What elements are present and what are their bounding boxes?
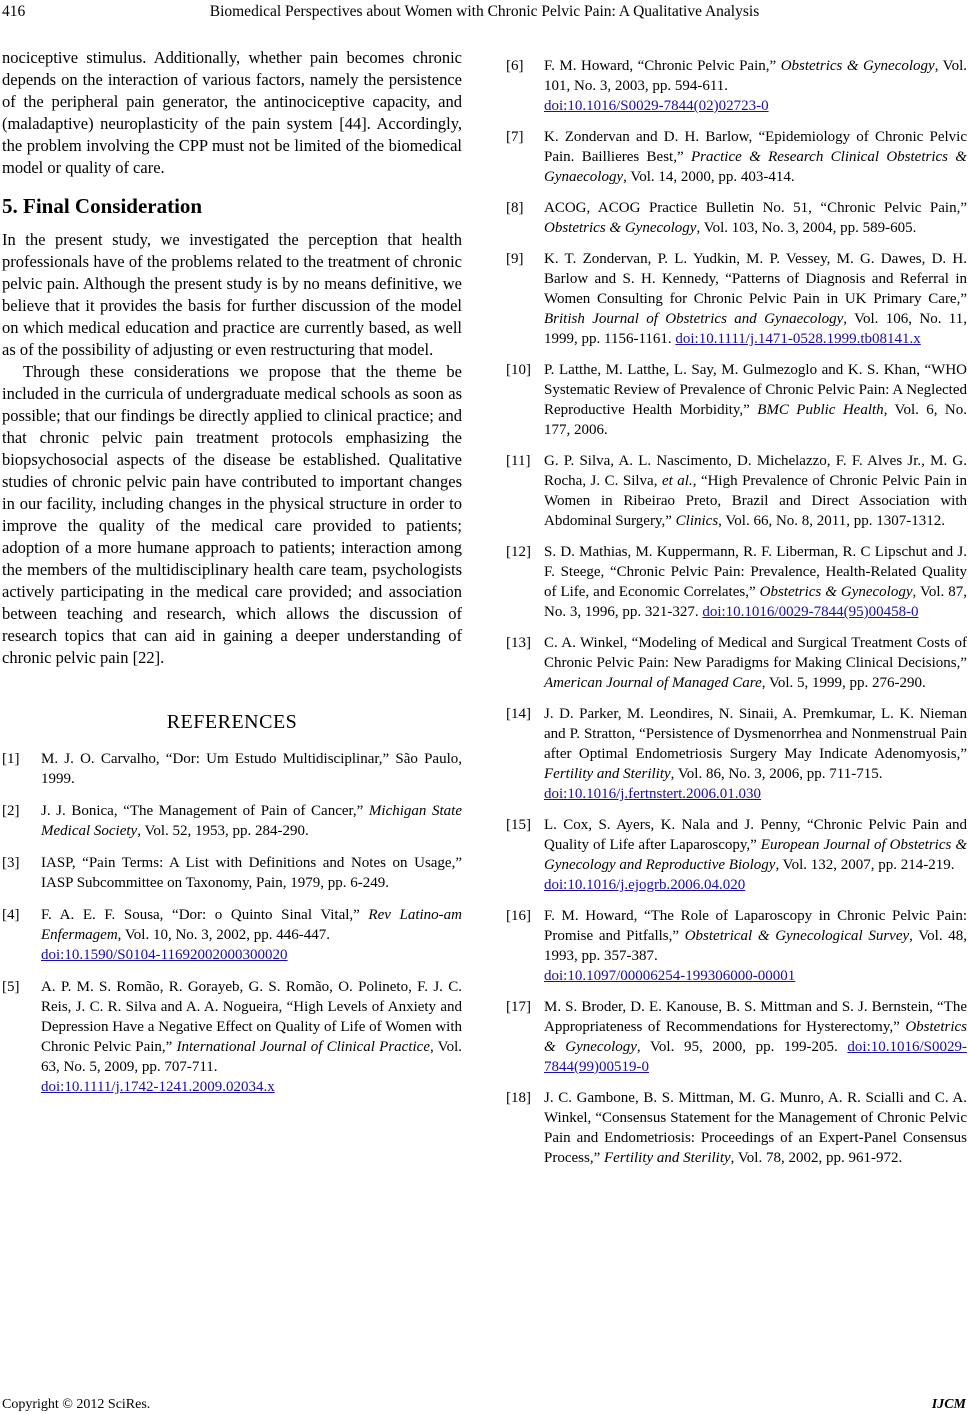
reference-number: [5] xyxy=(2,979,20,995)
doi-link[interactable]: doi:10.1016/S0029-7844(99)00519-0 xyxy=(544,1039,967,1075)
reference-item xyxy=(506,198,967,238)
reference-item xyxy=(506,249,967,349)
reference-text: , Vol. 14, 2000, pp. 403-414. xyxy=(623,169,795,185)
running-title: Biomedical Perspectives about Women with Chronic Pelvic Pain: A Qualitative Analysis xyxy=(209,3,760,20)
reference-text: , Vol. 48, 1993, pp. 357-387. xyxy=(544,928,968,964)
reference-number: [17] xyxy=(506,999,531,1015)
reference-text: , Vol. 103, No. 3, 2004, pp. 589-605. xyxy=(696,220,917,236)
reference-text: K. T. Zondervan, P. L. Yudkin, M. P. Vessey, M. G. Dawes, D. H. Barlow and S. H. Kennedy, “Patterns of Diagnosis and Referral in Women Consulting for Chronic Pelvic Pain in UK Primary Care,” xyxy=(544,251,967,307)
reference-text: IASP, “Pain Terms: A List with Definitions and Notes on Usage,” IASP Subcommittee on Taxonomy, Pain, 1979, pp. 6-249. xyxy=(41,855,462,891)
reference-text: C. A. Winkel, “Modeling of Medical and Surgical Treatment Costs of Chronic Pelvic Pain: New Paradigms for Making Clinical Decisions,” xyxy=(544,635,967,671)
reference-journal: Obstetrics & Gynecology xyxy=(759,584,913,600)
reference-text: G. P. Silva, A. L. Nascimento, D. Michelazzo, F. F. Alves Jr., M. G. Rocha, J. C. Silva, xyxy=(544,453,967,489)
journal-abbrev: IJCM xyxy=(931,1397,966,1412)
reference-item xyxy=(506,906,967,986)
reference-number: [16] xyxy=(506,908,531,924)
reference-item xyxy=(506,451,967,531)
reference-journal: Obstetrics & Gynecology xyxy=(544,220,697,236)
reference-text: L. Cox, S. Ayers, K. Nala and J. Penny, “Chronic Pelvic Pain and Quality of Life after Laparoscopy,” xyxy=(544,817,967,853)
reference-number: [18] xyxy=(506,1090,531,1106)
doi-link[interactable]: doi:10.1016/j.fertnstert.2006.01.030 xyxy=(544,786,762,802)
reference-journal: et al. xyxy=(661,473,693,489)
reference-journal: Fertility and Sterility xyxy=(604,1150,731,1166)
reference-number: [12] xyxy=(506,544,531,560)
reference-item xyxy=(506,127,967,187)
reference-item xyxy=(506,542,967,622)
doi-link[interactable]: doi:10.1590/S0104-11692002000300020 xyxy=(41,947,288,963)
reference-text: , Vol. 95, 2000, pp. 199-205. xyxy=(636,1039,848,1055)
left-column xyxy=(2,47,462,1109)
reference-text: P. Latthe, M. Latthe, L. Say, M. Gulmezoglo and K. S. Khan, “WHO Systematic Review of Prevalence of Chronic Pelvic Pain: A Neglected Reproductive Health Morbidity,” xyxy=(544,362,967,418)
reference-journal: BMC Public Health xyxy=(757,402,884,418)
reference-journal: British Journal of Obstetrics and Gynaecology xyxy=(544,311,844,327)
reference-journal: Michigan State Medical Society xyxy=(41,803,462,839)
reference-text: , “High Prevalence of Chronic Pelvic Pain in Women in Ribeirao Preto, Brazil and Direct Association with Abdominal Surgery,” xyxy=(544,473,967,529)
reference-number: [4] xyxy=(2,907,20,923)
reference-text: J. D. Parker, M. Leondires, N. Sinaii, A. Premkumar, L. K. Nieman and P. Stratton, “Persistence of Dysmenorrhea and Nonmenstrual Pain after Optimal Endometriosis Surgery May Indicate Adenomyosis,” xyxy=(544,706,967,762)
reference-text: J. J. Bonica, “The Management of Pain of Cancer,” xyxy=(41,803,369,819)
doi-link[interactable]: doi:10.1111/j.1471-0528.1999.tb08141.x xyxy=(675,331,921,347)
reference-journal: Obstetrical & Gynecological Survey xyxy=(684,928,910,944)
reference-number: [15] xyxy=(506,817,531,833)
reference-journal: Practice & Research Clinical Obstetrics & Gynaecology xyxy=(544,149,967,185)
reference-item xyxy=(506,704,967,804)
reference-number: [1] xyxy=(2,751,20,767)
reference-item xyxy=(2,801,462,841)
reference-text: , Vol. 5, 1999, pp. 276-290. xyxy=(761,675,926,691)
reference-text: , Vol. 101, No. 3, 2003, pp. 594-611. xyxy=(544,58,967,94)
reference-journal: International Journal of Clinical Practice xyxy=(176,1039,430,1055)
reference-journal: European Journal of Obstetrics & Gynecology and Reproductive Biology xyxy=(544,837,967,873)
reference-number: [3] xyxy=(2,855,20,871)
reference-number: [10] xyxy=(506,362,531,378)
reference-text: A. P. M. S. Romão, R. Gorayeb, G. S. Romão, O. Polineto, F. J. C. Reis, J. C. R. Silva and A. A. Nogueira, “High Levels of Anxiety and Depression Have a Negative Effect on Quality of Life of Women with Chronic Pelvic Pain,” xyxy=(41,979,462,1055)
reference-item xyxy=(506,56,967,116)
reference-journal: American Journal of Managed Care xyxy=(544,675,762,691)
doi-link[interactable]: doi:10.1016/j.ejogrb.2006.04.020 xyxy=(544,877,746,893)
reference-item xyxy=(506,1088,967,1168)
doi-link[interactable]: doi:10.1016/0029-7844(95)00458-0 xyxy=(702,604,919,620)
doi-link[interactable]: doi:10.1016/S0029-7844(02)02723-0 xyxy=(544,98,769,114)
reference-text: S. D. Mathias, M. Kuppermann, R. F. Liberman, R. C Lipschut and J. F. Steege, “Chronic Pelvic Pain: Prevalence, Health-Related Quality of Life, and Economic Correlates,” xyxy=(544,544,967,600)
reference-text: , Vol. 6, No. 177, 2006. xyxy=(544,402,967,438)
reference-journal: Obstetrics & Gynecology xyxy=(544,1019,967,1055)
reference-text: F. A. E. F. Sousa, “Dor: o Quinto Sinal Vital,” xyxy=(41,907,369,923)
section-heading: 5. Final Consideration xyxy=(2,194,203,218)
body-paragraph: In the present study, we investigated the perception that health professionals have of the problems related to the treatment of chronic pelvic pain. Although the present study is by no means definitive, we believe that it provides the basis for further discussion of the model on which medical education and practice are currently based, as well as of the possibility of adjusting or even restructuring that model. xyxy=(2,230,462,359)
reference-number: [13] xyxy=(506,635,531,651)
reference-item xyxy=(506,997,967,1077)
copyright-notice: Copyright © 2012 SciRes. xyxy=(2,1397,151,1412)
reference-text: , Vol. 63, No. 5, 2009, pp. 707-711. xyxy=(41,1039,462,1075)
references-heading: REFERENCES xyxy=(166,711,298,733)
reference-journal: Obstetrics & Gynecology xyxy=(780,58,935,74)
reference-text: , Vol. 87, No. 3, 1996, pp. 321-327. xyxy=(544,584,968,620)
reference-item xyxy=(2,905,462,965)
reference-number: [6] xyxy=(506,58,524,74)
reference-item xyxy=(506,815,967,895)
reference-item xyxy=(2,977,462,1097)
reference-text: , Vol. 106, No. 11, 1999, pp. 1156-1161. xyxy=(544,311,967,347)
reference-text: M. S. Broder, D. E. Kanouse, B. S. Mittman and S. J. Bernstein, “The Appropriateness of Recommendations for Hysterectomy,” xyxy=(544,999,967,1035)
reference-text: , Vol. 132, 2007, pp. 214-219. xyxy=(775,857,955,873)
reference-text: M. J. O. Carvalho, “Dor: Um Estudo Multidisciplinar,” São Paulo, 1999. xyxy=(41,751,462,787)
reference-item xyxy=(506,633,967,693)
body-paragraph: Through these considerations we propose that the theme be included in the curricula of undergraduate medical schools as soon as possible; that our findings be directly applied to clinical practice; and that chronic pelvic pain treatment protocols emphasizing the biopsychosocial aspects of the disease be established. Qualitative studies of chronic pelvic pain have contributed to important changes in our facility, including changes in the physical structure in order to improve the quality of the medical care provided to patients; adoption of a more humane approach to patients; interaction among the members of the multidisciplinary health care team, psychologists actively participating in the medical care provided; and association between teaching and research, which allows the discussion of research topics that can aid in gaining a deeper understanding of chronic pelvic pain [22]. xyxy=(2,362,462,667)
body-paragraph: nociceptive stimulus. Additionally, whether pain becomes chronic depends on the interaction of various factors, namely the persistence of the peripheral pain generator, the antinociceptive capacity, and (maladaptive) neuroplasticity of the pain system [44]. Accordingly, the problem involving the CPP must not be limited of the biomedical model or quality of care. xyxy=(2,48,462,177)
reference-item xyxy=(2,749,462,789)
reference-text: , Vol. 10, No. 3, 2002, pp. 446-447. xyxy=(117,927,331,943)
reference-number: [9] xyxy=(506,251,524,267)
reference-number: [2] xyxy=(2,803,20,819)
reference-text: F. M. Howard, “The Role of Laparoscopy in Chronic Pelvic Pain: Promise and Pitfalls,” xyxy=(544,908,967,944)
reference-number: [8] xyxy=(506,200,524,216)
reference-text: J. C. Gambone, B. S. Mittman, M. G. Munro, A. R. Scialli and C. A. Winkel, “Consensus Statement for the Management of Chronic Pelvic Pain and Endometriosis: Proceedings of an Expert-Panel Consensus Process,” xyxy=(544,1090,967,1166)
reference-journal: Clinics xyxy=(675,513,719,529)
reference-journal: Rev Latino-am Enfermagem xyxy=(41,907,463,943)
reference-text: K. Zondervan and D. H. Barlow, “Epidemiology of Chronic Pelvic Pain. Baillieres Best,” xyxy=(544,129,967,165)
reference-number: [14] xyxy=(506,706,531,722)
reference-text: , Vol. 66, No. 8, 2011, pp. 1307-1312. xyxy=(718,513,945,529)
reference-text: F. M. Howard, “Chronic Pelvic Pain,” xyxy=(544,58,781,74)
reference-number: [11] xyxy=(506,453,531,469)
reference-number: [7] xyxy=(506,129,524,145)
right-column xyxy=(506,56,967,1179)
reference-item xyxy=(2,853,462,893)
running-head xyxy=(0,2,969,26)
reference-text: , Vol. 78, 2002, pp. 961-972. xyxy=(730,1150,903,1166)
page-number: 416 xyxy=(2,3,26,20)
reference-text: , Vol. 52, 1953, pp. 284-290. xyxy=(137,823,309,839)
doi-link[interactable]: doi:10.1111/j.1742-1241.2009.02034.x xyxy=(41,1079,275,1095)
reference-text: ACOG, ACOG Practice Bulletin No. 51, “Chronic Pelvic Pain,” xyxy=(544,200,967,216)
reference-journal: Fertility and Sterility xyxy=(544,766,671,782)
reference-item xyxy=(506,360,967,440)
doi-link[interactable]: doi:10.1097/00006254-199306000-00001 xyxy=(544,968,796,984)
reference-text: , Vol. 86, No. 3, 2006, pp. 711-715. xyxy=(670,766,883,782)
